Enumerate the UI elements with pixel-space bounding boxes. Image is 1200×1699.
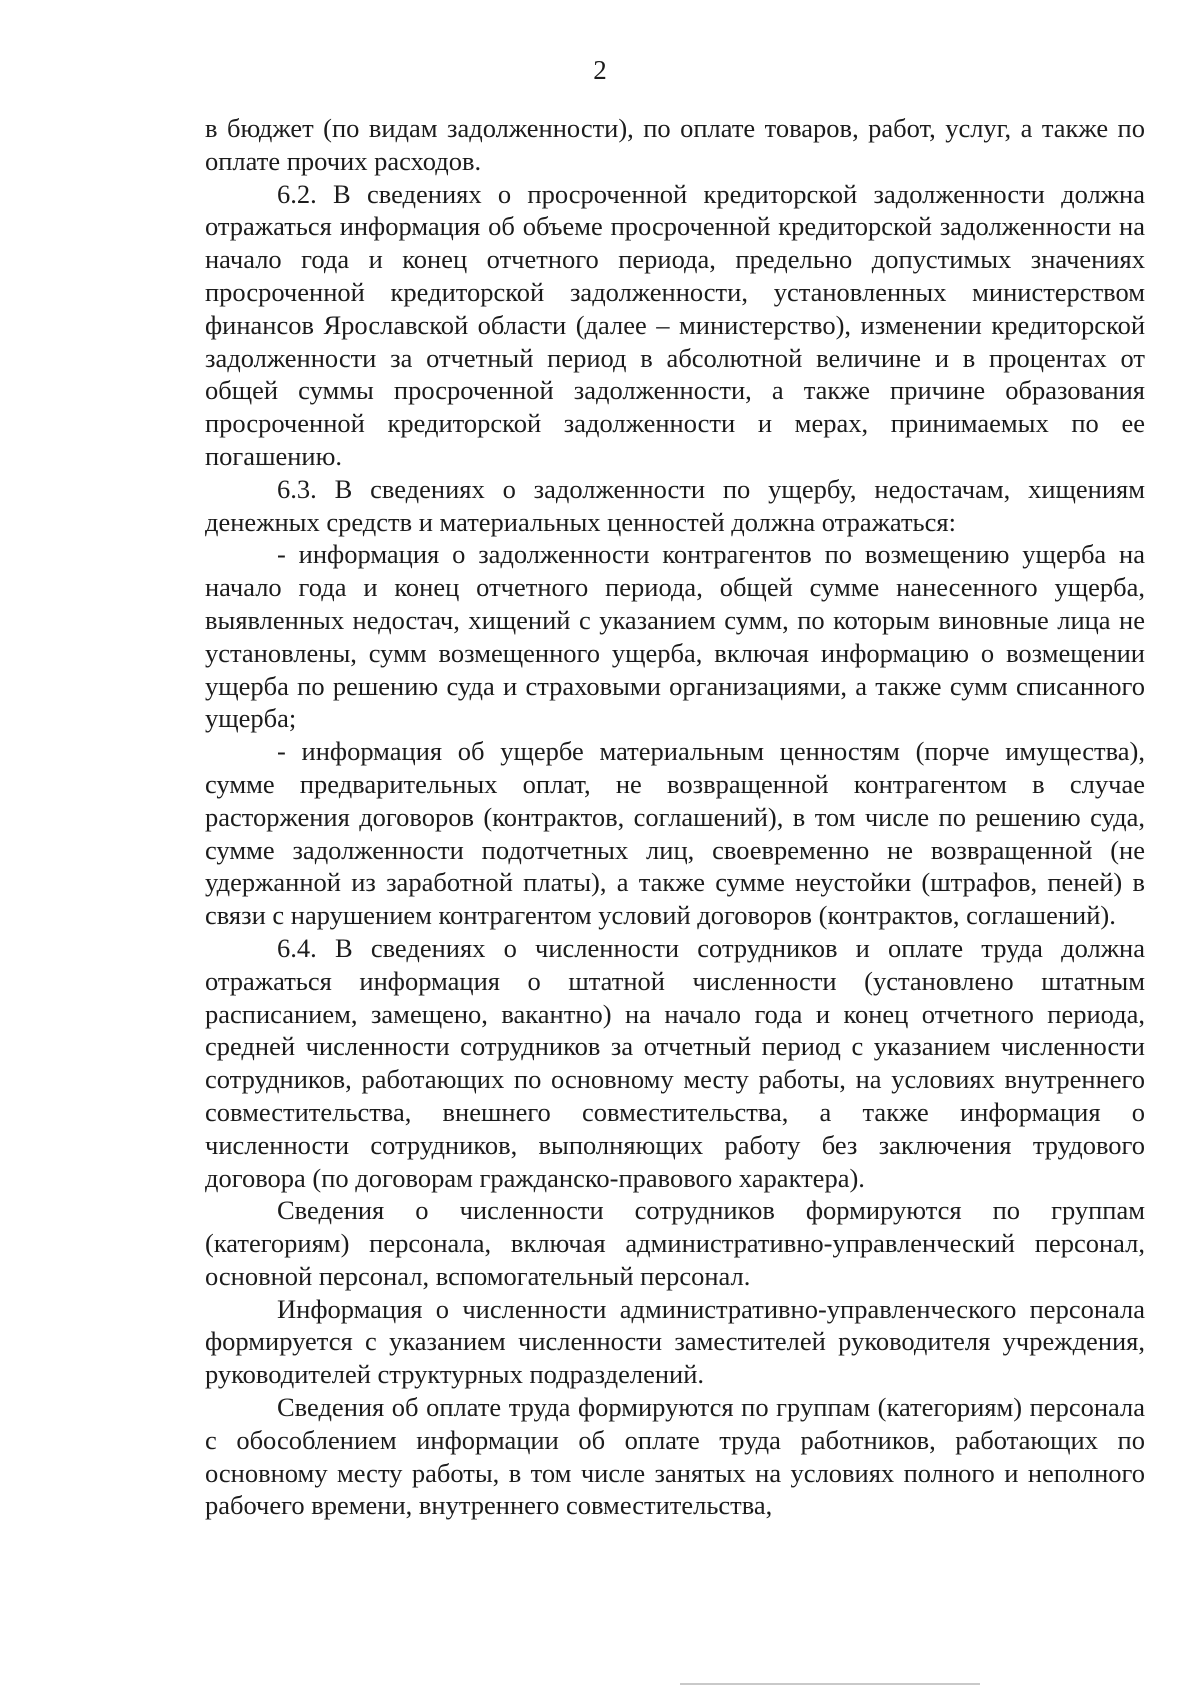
paragraph-admin-staff: Информация о численности административно-управленческого персонала формируется с указанием численности заместителей руководителя учреждения, руководителей структурных подразделений. [205,1293,1145,1390]
list-item-counterparty-debt: - информация о задолженности контрагентов по возмещению ущерба на начало года и конец отчетного периода, общей сумме нанесенного ущерба, выявленных недостач, хищений с указанием сумм, по которым виновные лица не установлены, сумм возмещенного ущерба, включая информацию о возмещении ущерба по решению суда и страховыми организациями, а также сумм списанного ущерба; [205,539,1145,734]
paragraph-6-4: 6.4. В сведениях о численности сотрудников и оплате труда должна отражаться информация о штатной численности (установлено штатным расписанием, замещено, вакантно) на начало года и конец отчетного периода, средней численности сотрудников за отчетный период с указанием численности сотрудников, работающих по основному месту работы, на условиях внутреннего совместительства, внешнего совместительства, а также информация о численности сотрудников, выполняющих работу без заключения трудового договора (по договорам гражданско-правового характера). [205,932,1145,1193]
page-number: 2 [593,55,607,85]
paragraph-6-2: 6.2. В сведениях о просроченной кредиторской задолженности должна отражаться информация об объеме просроченной кредиторской задолженности на начало года и конец отчетного периода, предельно допустимых значениях просроченной кредиторской задолженности, установленных министерством финансов Ярославской области (далее – министерство), изменении кредиторской задолженности за отчетный период в абсолютной величине и в процентах от общей суммы просроченной задолженности, а также причине образования просроченной кредиторской задолженности и мерах, принимаемых по ее погашению. [205,178,1145,471]
paragraph-staff-groups: Сведения о численности сотрудников формируются по группам (категориям) персонала, включая административно-управленческий персонал, основной персонал, вспомогательный персонал. [205,1195,1145,1291]
paragraph-6-3: 6.3. В сведениях о задолженности по ущербу, недостачам, хищениям денежных средств и материальных ценностей должна отражаться: [205,473,1145,537]
scan-artifact-line [680,1683,980,1685]
document-body [205,112,1145,1522]
list-item-material-damage: - информация об ущербе материальным ценностям (порче имущества), сумме предварительных оплат, не возвращенной контрагентом в случае расторжения договоров (контрактов, соглашений), в том числе по решению суда, сумме задолженности подотчетных лиц, своевременно не возвращенной (не удержанной из заработной платы), а также сумме неустойки (штрафов, пеней) в связи с нарушением контрагентом условий договоров (контрактов, соглашений). [205,736,1145,931]
paragraph-payroll: Сведения об оплате труда формируются по группам (категориям) персонала с обособлением информации об оплате труда работников, работающих по основному месту работы, в том числе занятых на условиях полного и неполного рабочего времени, внутреннего совместительства, [205,1392,1145,1521]
paragraph-continuation: в бюджет (по видам задолженности), по оплате товаров, работ, услуг, а также по оплате прочих расходов. [205,113,1145,176]
